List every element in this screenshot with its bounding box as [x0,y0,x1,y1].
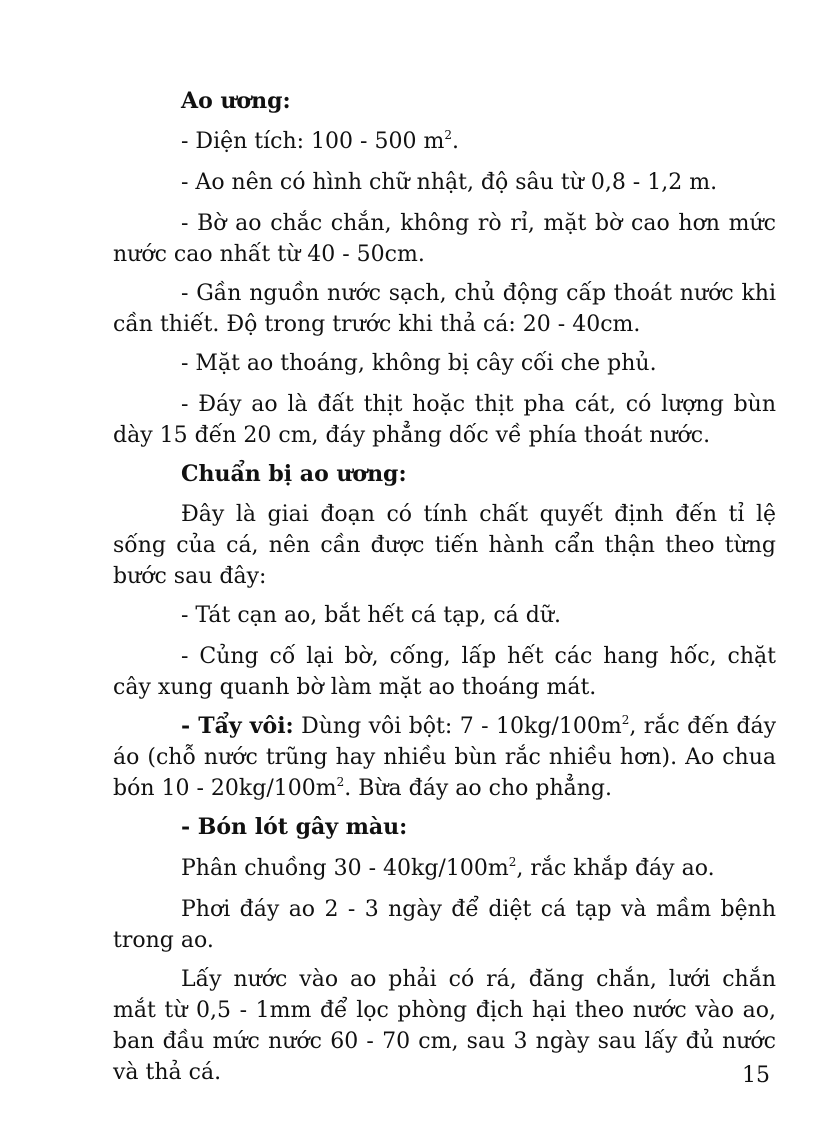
paragraph-reinforce: - Củng cố lại bờ, cống, lấp hết các hang hốc, chặt cây xung quanh bờ làm mặt ao thoáng mát. [113,644,776,700]
paragraph-water-source: - Gần nguồn nước sạch, chủ động cấp thoát nước khi cần thiết. Độ trong trước khi thả cá: 20 - 40cm. [113,281,776,337]
page-number: 15 [742,1063,770,1088]
paragraph-manure [113,853,776,884]
page-body [113,86,776,1096]
lime-text-3: . Bừa đáy ao cho phẳng. [344,776,612,801]
manure-text-2: , rắc khắp đáy ao. [516,856,715,881]
paragraph-drain: - Tát cạn ao, bắt hết cá tạp, cá dữ. [181,603,561,628]
subheading-fertilize: - Bón lót gây màu: [181,814,408,840]
paragraph-shape: - Ao nên có hình chữ nhật, độ sâu từ 0,8 - 1,2 m. [181,170,718,195]
paragraph-lime [113,711,776,804]
paragraph-water-intake: Lấy nước vào ao phải có rá, đăng chắn, lưới chắn mắt từ 0,5 - 1mm để lọc phòng địch hại theo nước vào ao, ban đầu mức nước 60 - 70 cm, sau 3 ngày sau lấy đủ nước và thả cá. [113,967,776,1085]
superscript: 2 [444,128,452,142]
paragraph-embankment: - Bờ ao chắc chắn, không rò rỉ, mặt bờ cao hơn mức nước cao nhất từ 40 - 50cm. [113,211,776,267]
lime-label: - Tẩy vôi: [181,713,294,739]
superscript: 2 [621,713,630,727]
superscript: 2 [336,775,345,789]
paragraph-dry: Phơi đáy ao 2 - 3 ngày để diệt cá tạp và mầm bệnh trong ao. [113,897,776,953]
section-heading-pond-preparation: Chuẩn bị ao ương: [181,461,407,487]
lime-text-1: Dùng vôi bột: 7 - 10kg/100m [293,714,622,739]
paragraph-area [113,126,776,157]
section-heading-nursery-pond: Ao ương: [181,88,291,114]
area-text: - Diện tích: 100 - 500 m [181,129,445,154]
area-suffix: . [451,129,459,154]
lime-text-2: , rắc đến đáy áo (chỗ nước trũng hay nhiều bùn rắc nhiều hơn). Ao chua bón 10 - 20kg/100m [113,714,776,801]
paragraph-surface: - Mặt ao thoáng, không bị cây cối che phủ. [181,351,657,376]
manure-text-1: Phân chuồng 30 - 40kg/100m [181,856,509,881]
superscript: 2 [508,855,517,869]
paragraph-bottom: - Đáy ao là đất thịt hoặc thịt pha cát, có lượng bùn dày 15 đến 20 cm, đáy phẳng dốc về phía thoát nước. [113,392,776,448]
paragraph-intro: Đây là giai đoạn có tính chất quyết định đến tỉ lệ sống của cá, nên cần được tiến hành cẩn thận theo từng bước sau đây: [113,502,776,589]
